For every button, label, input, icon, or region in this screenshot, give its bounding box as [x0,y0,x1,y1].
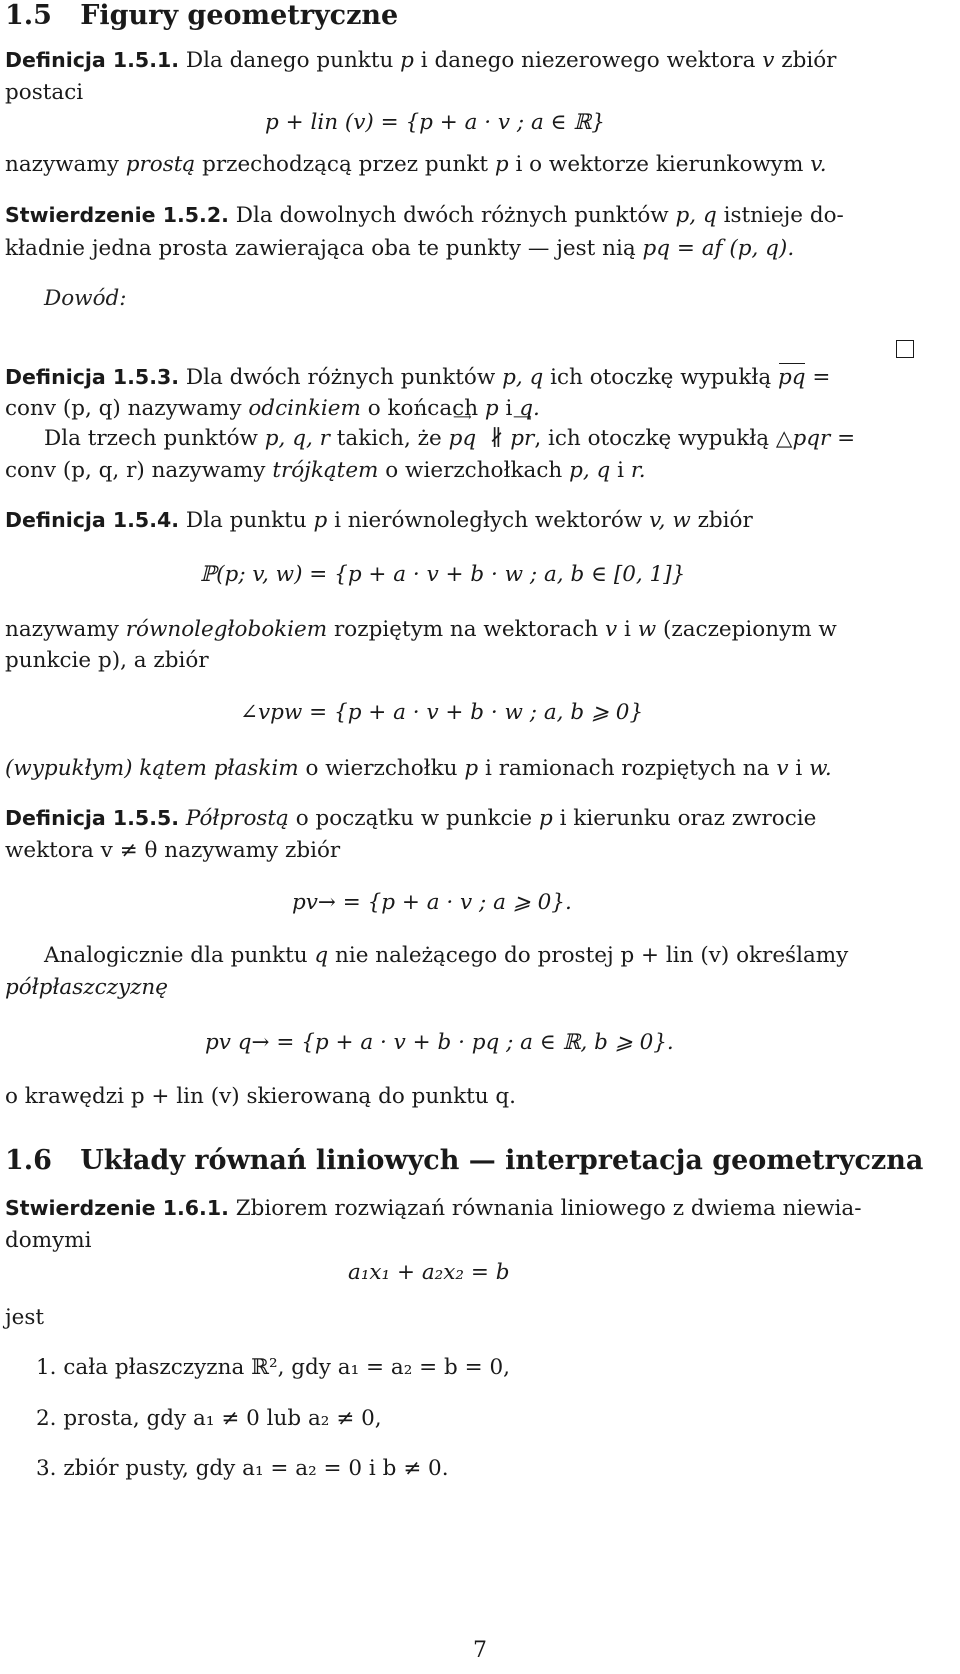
def154-text2b: rozpiętym na wektorach [334,617,599,642]
def155-term1: Półprostą [185,806,289,831]
list-item-text: prosta, gdy a₁ ≠ 0 lub a₂ ≠ 0, [63,1406,382,1431]
list-item-number: 3. [36,1456,57,1481]
def154-line3: punkcie p), a zbiór [5,648,209,673]
def153-text2b: o końcach [367,396,479,421]
stw161-text1: Zbiorem rozwiązań równania liniowego z dwiema niewia- [235,1196,862,1221]
def154-text4d: i [795,756,803,781]
stw152-line2 [5,236,794,262]
list-item-number: 1. [36,1355,57,1380]
def153-text3b: takich, że [336,426,442,451]
def153-vec-pq: ⟶ pq [449,426,477,452]
stw161-line1 [5,1196,861,1222]
def153-line3 [44,426,855,452]
def151-text3: zbiór [781,48,837,73]
stw152-eq: pq = af (p, q). [642,236,795,261]
proof-label: Dowód: [44,286,127,311]
def151-formula: p + lin (v) = {p + a · v ; a ∈ ℝ} [265,110,605,135]
def154-formula1: ℙ(p; v, w) = {p + a · v + b · w ; a, b ∈ [0, 1]} [200,562,686,587]
def153-text2a: conv (p, q) nazywamy [5,396,242,421]
def153-pq: p, q [502,365,544,390]
def151-text2: i danego niezerowego wektora [420,48,756,73]
def154-text4e: w. [809,756,832,781]
def155-formula2: pv q→ = {p + a · v + b · pq ; a ∈ ℝ, b ⩾ 0}. [205,1030,674,1055]
stw152-text2: kładnie jedna prosta zawierająca oba te punkty — jest nią [5,236,636,261]
def154-i: i [624,617,631,642]
def153-text3a: Dla trzech punktów [44,426,258,451]
def151-line2 [5,80,83,106]
list-item-text: zbiór pusty, gdy a₁ = a₂ = 0 i b ≠ 0. [63,1456,449,1481]
def153-segment: pq [778,365,806,390]
def153-q: q. [519,396,540,421]
def153-line1 [5,365,830,391]
def151-text7: i o wektorze kierunkowym [515,152,804,177]
section-heading-1-6 [5,1145,923,1177]
page-number: 7 [473,1638,487,1663]
def155-line3 [44,943,848,969]
stw152-line1 [5,203,844,229]
def151-v: v [762,48,775,73]
def153-vec-pr: ⟶ pr [510,426,534,452]
def155-line2: wektora v ≠ θ nazywamy zbiór [5,838,341,863]
def153-text4b: o wierzchołkach [385,458,563,483]
def154-p2: p [464,756,479,781]
def153-eq2: = [837,426,856,451]
section-number: 1.6 [5,1145,52,1176]
triangle-icon: △ [775,426,793,451]
def154-line2 [5,617,837,643]
section-title: Układy równań liniowych — interpretacja geometryczna [80,1145,924,1176]
def154-text4a: o wierzchołku [305,756,458,781]
def155-line4: o krawędzi p + lin (v) skierowaną do punktu q. [5,1084,517,1109]
def151-text5: nazywamy [5,152,119,177]
def153-text3c: , ich otoczkę wypukłą [534,426,770,451]
list-item [36,1355,510,1381]
def153-text4d: i [617,458,624,483]
stw161-formula: a₁x₁ + a₂x₂ = b [348,1260,510,1285]
def154-text1: Dla punktu [185,508,307,533]
def153-tri: pqr [792,426,831,451]
qed-square-icon [896,340,914,358]
def153-label: Definicja 1.5.3. [5,365,180,389]
def155-q: q [314,943,329,968]
def153-line4 [5,458,646,484]
def151-term: prostą [125,152,196,177]
def155-label: Definicja 1.5.5. [5,806,180,830]
def155-text3b: nie należącego do prostej p + lin (v) określamy [335,943,849,968]
list-item-text: cała płaszczyzna ℝ², gdy a₁ = a₂ = b = 0, [63,1355,510,1380]
stw152-pq: p, q [675,203,717,228]
stw152-label: Stwierdzenie 1.5.2. [5,203,229,227]
not-parallel-icon: ∦ [482,426,511,451]
def153-text4a: conv (p, q, r) nazywamy [5,458,266,483]
def155-term2: półpłaszczyznę [5,975,169,1000]
stw152-text1: Dla dowolnych dwóch różnych punktów [235,203,669,228]
def153-eq1: = [812,365,831,390]
def154-text1b: i nierównoległych wektorów [334,508,643,533]
def154-text2a: nazywamy [5,617,119,642]
stw161-label: Stwierdzenie 1.6.1. [5,1196,229,1220]
def151-line3 [5,152,827,178]
def154-label: Definicja 1.5.4. [5,508,180,532]
def151-p2: p [494,152,509,177]
def154-line1 [5,508,753,534]
def153-text1: Dla dwóch różnych punktów [185,365,496,390]
def151-p: p [400,48,414,73]
def154-text1c: zbiór [697,508,753,533]
def154-text2c: (zaczepionym w [663,617,837,642]
def154-line4 [5,756,832,782]
def155-text1b: i kierunku oraz zwrocie [559,806,817,831]
def151-line1 [5,48,836,74]
def151-label: Definicja 1.5.1. [5,48,180,72]
def154-v: v [605,617,618,642]
def154-term1: równoległobokiem [125,617,328,642]
def153-text4c: p, q [569,458,611,483]
def154-vw: v, w [649,508,691,533]
stw161-line2: domymi [5,1228,92,1253]
def155-formula1: pv→ = {p + a · v ; a ⩾ 0}. [292,890,572,915]
def153-p: p [484,396,499,421]
def153-text1b: ich otoczkę wypukłą [550,365,772,390]
section-title: Figury geometryczne [80,0,399,31]
def154-term2: (wypukłym) kątem płaskim [5,756,299,781]
def155-text3a: Analogicznie dla punktu [44,943,308,968]
def155-p: p [538,806,553,831]
stw152-text1b: istnieje do- [723,203,844,228]
def153-term1: odcinkiem [248,396,361,421]
list-item-number: 2. [36,1406,57,1431]
def154-formula2: ∠vpw = {p + a · v + b · w ; a, b ⩾ 0} [240,700,644,725]
def151-text4: postaci [5,80,84,105]
def153-pqr: p, q, r [264,426,330,451]
def154-p: p [313,508,328,533]
section-number: 1.5 [5,0,52,31]
def154-w: w [637,617,657,642]
def155-line1 [5,806,816,832]
def154-text4b: i ramionach rozpiętych na [484,756,770,781]
list-item [36,1456,449,1482]
list-item [36,1406,382,1432]
def153-i: i [505,396,513,421]
stw161-jest: jest [5,1305,45,1330]
def151-v-end: v. [810,152,827,177]
section-heading-1-5 [5,0,398,32]
def153-text4e: r. [630,458,646,483]
def151-text1: Dla danego punktu [185,48,394,73]
def155-text1: o początku w punkcie [295,806,533,831]
def153-term2: trójkątem [272,458,379,483]
def151-text6: przechodzącą przez punkt [202,152,488,177]
def154-text4c: v [776,756,789,781]
